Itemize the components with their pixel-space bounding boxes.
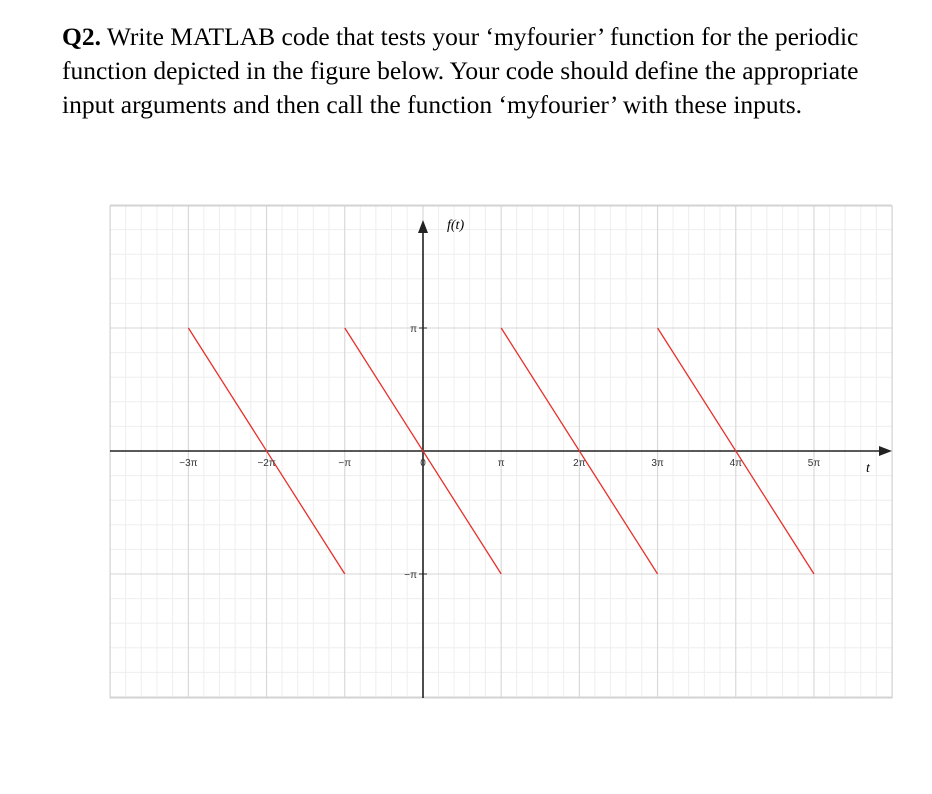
x-tick-label: 3π: [651, 458, 664, 469]
x-tick-label: 5π: [807, 458, 821, 469]
question-body: Write MATLAB code that tests your ‘myfourier’ function for the periodic function depicted in the figure below. Your code should define the appropriate input arguments and then call the function ‘myfourier’ with these inputs.: [62, 22, 859, 119]
x-tick-label: π: [497, 458, 505, 469]
x-tick-label: 0: [420, 458, 426, 469]
x-tick-label: −π: [338, 458, 352, 469]
y-tick-label: π: [410, 324, 417, 335]
y-tick-label: −π: [404, 570, 417, 581]
x-tick-label: −2π: [257, 458, 276, 469]
x-tick-label: −3π: [179, 458, 198, 469]
question-number: Q2.: [62, 22, 101, 51]
x-tick-label: 4π: [729, 458, 743, 469]
y-axis-arrow: [418, 220, 428, 233]
x-tick-label: 2π: [573, 458, 586, 469]
x-axis-arrow: [879, 446, 892, 456]
y-axis-label: f(t): [447, 218, 465, 233]
x-axis-label: t: [866, 461, 870, 476]
